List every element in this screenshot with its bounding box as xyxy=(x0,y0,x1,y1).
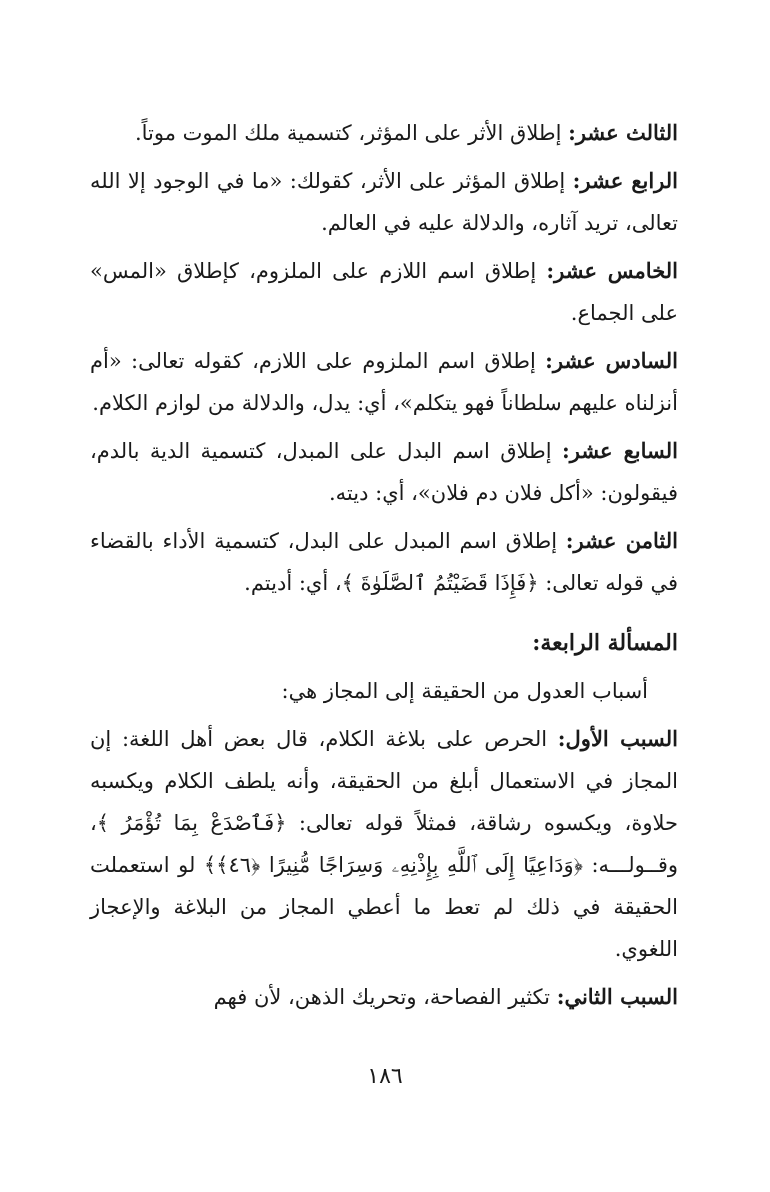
reason-text: ، وقــولـــه: xyxy=(90,811,679,877)
paragraph-lead: الخامس عشر: xyxy=(546,258,678,283)
page-number: ١٨٦ xyxy=(367,1064,403,1089)
paragraph-17 xyxy=(90,430,678,514)
reason-text: لو استعملت الحقيقة في ذلك لم تعط ما أعطي المجاز من البلاغة والإعجاز اللغوي. xyxy=(90,853,678,961)
paragraph-14 xyxy=(90,160,678,244)
paragraph-15 xyxy=(90,250,678,334)
paragraph-text: إطلاق اسم الملزوم على اللازم، كقوله تعالى: «أم أنزلناه عليهم سلطاناً فهو يتكلم»، أي: يدل، والدلالة من لوازم الكلام. xyxy=(90,349,678,415)
quran-verse: ﴿فَإِذَا قَضَيْتُمُ ٱلصَّلَوٰةَ ﴾ xyxy=(341,571,539,595)
paragraph-text: إطلاق اسم البدل على المبدل، كتسمية الدية بالدم، فيقولون: «أكل فلان دم فلان»، أي: ديته. xyxy=(90,439,678,505)
reason-text: الحرص على بلاغة الكلام، قال بعض أهل اللغة: إن المجاز في الاستعمال أبلغ من الحقيقة، وأنه يلطف الكلام ويكسبه حلاوة، ويكسوه رشاقة، فمثلاً قوله تعالى: xyxy=(90,727,678,835)
paragraph-text: إطلاق الأثر على المؤثر، كتسمية ملك الموت موتاً. xyxy=(134,121,569,145)
reason-lead: السبب الأول: xyxy=(557,726,679,751)
reason-2 xyxy=(90,976,678,1018)
paragraph-lead: السادس عشر: xyxy=(545,348,679,373)
section-title: المسألة الرابعة: xyxy=(532,630,678,656)
paragraph-18 xyxy=(90,520,678,604)
paragraph-16 xyxy=(90,340,678,424)
paragraph-text: إطلاق المؤثر على الأثر، كقولك: «ما في الوجود إلا الله تعالى، تريد آثاره، والدلالة عليه في العالم. xyxy=(90,169,678,235)
reason-1 xyxy=(90,718,678,970)
paragraph-text: ، أي: أديتم. xyxy=(244,571,342,595)
quran-verse: ﴿وَدَاعِيًا إِلَى ٱللَّهِ بِإِذْنِهِۦ وَسِرَاجًا مُّنِيرًا ﴿٤٦﴾﴾ xyxy=(203,853,583,877)
page-body xyxy=(90,112,678,1024)
reason-text: تكثير الفصاحة، وتحريك الذهن، لأن فهم xyxy=(213,985,557,1009)
paragraph-13 xyxy=(90,112,678,154)
paragraph-lead: السابع عشر: xyxy=(561,438,678,463)
reason-lead: السبب الثاني: xyxy=(556,984,678,1009)
quran-verse: ﴿فَٱصْدَعْ بِمَا تُؤْمَرُ ﴾ xyxy=(96,811,287,835)
paragraph-lead: الثامن عشر: xyxy=(565,528,678,553)
paragraph-lead: الرابع عشر: xyxy=(572,168,678,193)
section-intro: أسباب العدول من الحقيقة إلى المجاز هي: xyxy=(281,679,648,703)
paragraph-text: إطلاق اسم المبدل على البدل، كتسمية الأداء بالقضاء في قوله تعالى: xyxy=(90,529,678,595)
paragraph-lead: الثالث عشر: xyxy=(568,120,678,145)
paragraph-text: إطلاق اسم اللازم على الملزوم، كإطلاق «المس» على الجماع. xyxy=(90,259,678,325)
